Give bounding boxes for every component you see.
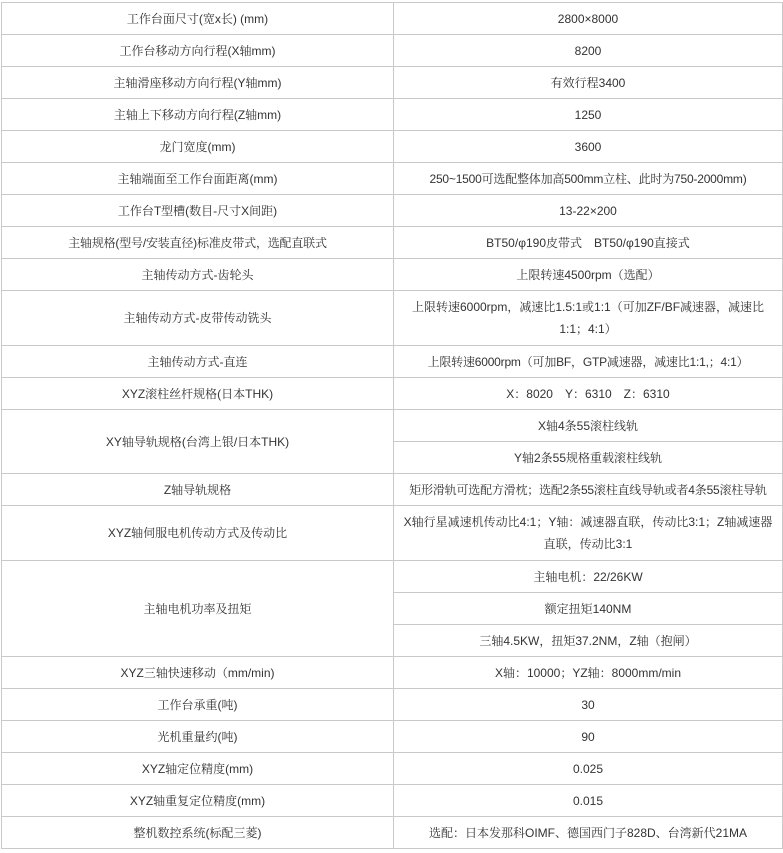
- spec-table: [1, 2, 783, 849]
- table-row: [2, 99, 783, 131]
- row-value: 1250: [394, 99, 783, 131]
- row-value: 有效行程3400: [394, 67, 783, 99]
- table-row: [2, 67, 783, 99]
- row-label: 主轴端面至工作台面距离(mm): [2, 163, 394, 195]
- row-label: 主轴滑座移动方向行程(Y轴mm): [2, 67, 394, 99]
- table-row: [2, 378, 783, 410]
- row-label: 整机数控系统(标配三菱): [2, 817, 394, 849]
- table-row: [2, 561, 783, 593]
- row-label: 主轴传动方式-直连: [2, 346, 394, 378]
- row-value: 选配：日本发那科OIMF、德国西门子828D、台湾新代21MA: [394, 817, 783, 849]
- row-value: 13-22×200: [394, 195, 783, 227]
- row-value: 2800×8000: [394, 3, 783, 35]
- table-row: [2, 3, 783, 35]
- row-label: 光机重量约(吨): [2, 721, 394, 753]
- table-row: [2, 410, 783, 442]
- table-row: [2, 474, 783, 506]
- table-row: [2, 785, 783, 817]
- row-value: 250~1500可选配整体加高500mm立柱、此时为750-2000mm): [394, 163, 783, 195]
- table-row: [2, 346, 783, 378]
- table-row: [2, 195, 783, 227]
- row-label: 主轴上下移动方向行程(Z轴mm): [2, 99, 394, 131]
- table-row: [2, 721, 783, 753]
- row-value: 矩形滑轨可选配方滑枕；选配2条55滚柱直线导轨或者4条55滚柱导轨: [394, 474, 783, 506]
- row-value: 8200: [394, 35, 783, 67]
- row-value: 三轴4.5KW，扭矩37.2NM，Z轴（抱闸）: [394, 625, 783, 657]
- row-label: 工作台T型槽(数目-尺寸X间距): [2, 195, 394, 227]
- row-label: XYZ三轴快速移动（mm/min): [2, 657, 394, 689]
- row-label: XY轴导轨规格(台湾上银/日本THK): [2, 410, 394, 474]
- row-label: 工作台面尺寸(宽x长) (mm): [2, 3, 394, 35]
- row-value: 90: [394, 721, 783, 753]
- row-label: 主轴电机功率及扭矩: [2, 561, 394, 657]
- table-row: [2, 817, 783, 849]
- row-label: Z轴导轨规格: [2, 474, 394, 506]
- row-value: 0.025: [394, 753, 783, 785]
- row-label: 工作台承重(吨): [2, 689, 394, 721]
- row-value: 上限转速4500rpm（选配）: [394, 259, 783, 291]
- row-value: X轴行星减速机传动比4:1；Y轴：减速器直联，传动比3:1；Z轴减速器直联，传动比3:1: [394, 506, 783, 561]
- row-value: 上限转速6000rpm，减速比1.5:1或1:1（可加ZF/BF减速器，减速比1:1；4:1）: [394, 291, 783, 346]
- table-row: [2, 131, 783, 163]
- row-value: Y轴2条55规格重载滚柱线轨: [394, 442, 783, 474]
- row-label: XYZ轴伺服电机传动方式及传动比: [2, 506, 394, 561]
- row-label: 工作台移动方向行程(X轴mm): [2, 35, 394, 67]
- table-row: [2, 259, 783, 291]
- table-row: [2, 227, 783, 259]
- row-label: 主轴传动方式-皮带传动铣头: [2, 291, 394, 346]
- row-value: 上限转速6000rpm（可加BF，GTP减速器，减速比1:1,；4:1）: [394, 346, 783, 378]
- row-value: X：8020 Y：6310 Z：6310: [394, 378, 783, 410]
- row-label: 主轴传动方式-齿轮头: [2, 259, 394, 291]
- row-label: 主轴规格(型号/安装直径)标准皮带式，选配直联式: [2, 227, 394, 259]
- row-value: 主轴电机：22/26KW: [394, 561, 783, 593]
- row-value: BT50/φ190皮带式 BT50/φ190直接式: [394, 227, 783, 259]
- row-label: XYZ滚柱丝杆规格(日本THK): [2, 378, 394, 410]
- row-value: 3600: [394, 131, 783, 163]
- row-value: X轴4条55滚柱线轨: [394, 410, 783, 442]
- row-label: 龙门宽度(mm): [2, 131, 394, 163]
- row-label: XYZ轴定位精度(mm): [2, 753, 394, 785]
- table-row: [2, 291, 783, 346]
- row-value: 额定扭矩140NM: [394, 593, 783, 625]
- row-value: 0.015: [394, 785, 783, 817]
- table-row: [2, 163, 783, 195]
- table-row: [2, 689, 783, 721]
- row-value: X轴：10000；YZ轴：8000mm/min: [394, 657, 783, 689]
- table-row: [2, 35, 783, 67]
- row-value: 30: [394, 689, 783, 721]
- table-row: [2, 657, 783, 689]
- table-row: [2, 506, 783, 561]
- row-label: XYZ轴重复定位精度(mm): [2, 785, 394, 817]
- table-row: [2, 753, 783, 785]
